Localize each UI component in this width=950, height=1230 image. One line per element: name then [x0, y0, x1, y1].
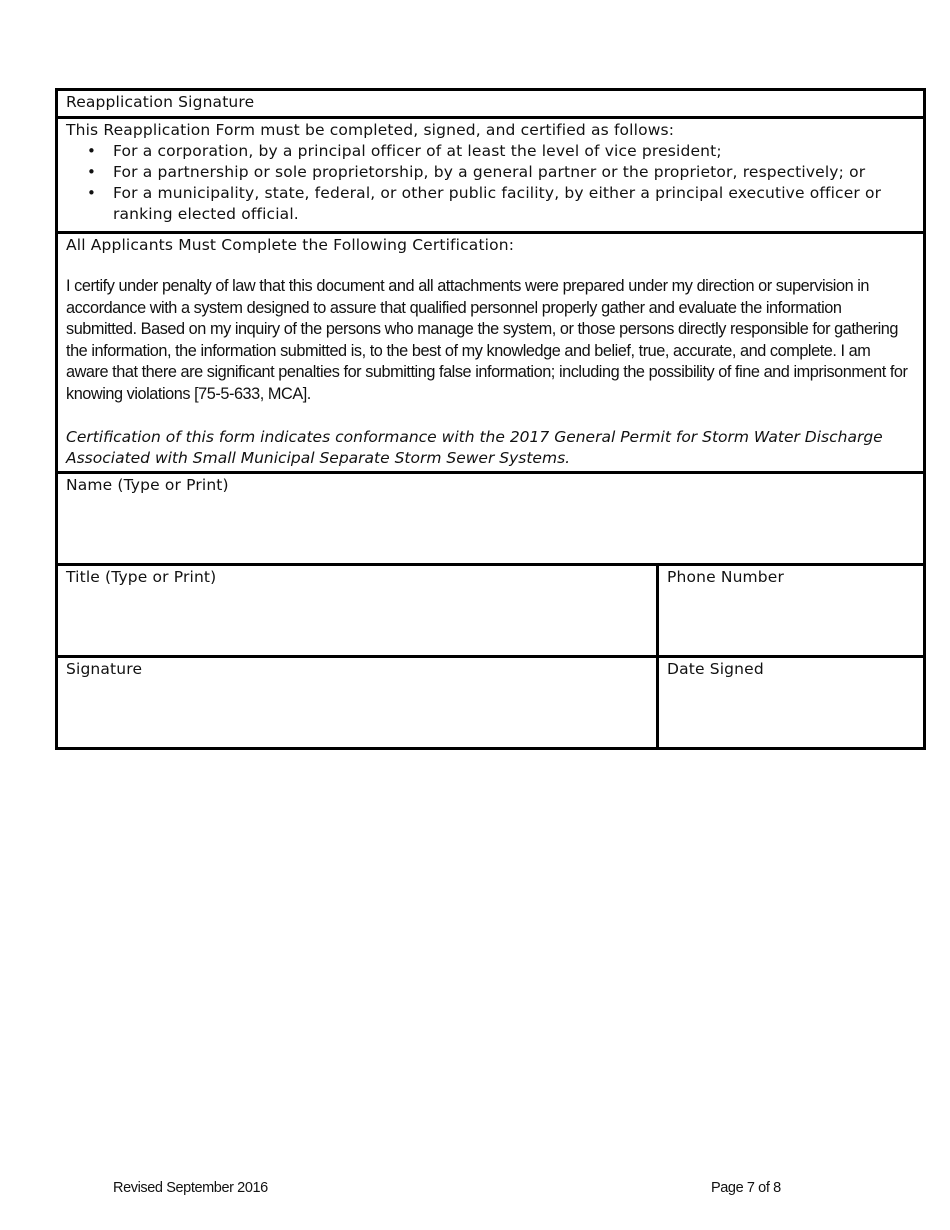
- certification-cell: [57, 233, 925, 473]
- title-label: Title (Type or Print): [66, 568, 217, 586]
- list-item: • For a municipality, state, federal, or other public facility, by either a principal executive officer or ranking elected official.: [113, 183, 915, 225]
- instructions-cell: [57, 118, 925, 233]
- phone-label: Phone Number: [667, 568, 785, 586]
- signature-field[interactable]: [57, 657, 658, 749]
- date-signed-field[interactable]: [658, 657, 925, 749]
- title-field[interactable]: [57, 565, 658, 657]
- list-item: • For a partnership or sole proprietorship, by a general partner or the proprietor, respectively; or: [113, 162, 915, 183]
- footer-page-number: Page 7 of 8: [711, 1180, 781, 1196]
- list-item: • For a corporation, by a principal officer of at least the level of vice president;: [113, 141, 915, 162]
- certification-heading: All Applicants Must Complete the Following Certification:: [66, 236, 515, 254]
- name-field[interactable]: [57, 473, 925, 565]
- certification-text: I certify under penalty of law that this document and all attachments were prepared under my direction or supervision in accordance with a system designed to assure that qualified personnel properly gather and evaluate the information submitted. Based on my inquiry of the persons who manage the system, or those persons directly responsible for gathering the information, the information submitted is, to the best of my knowledge and belief, true, accurate, and complete. I am aware that there are significant penalties for submitting false information; including the possibility of fine and imprisonment for knowing violations [75-5-633, MCA].: [66, 277, 908, 403]
- instructions-list: [66, 141, 915, 225]
- certification-note: Certification of this form indicates conformance with the 2017 General Permit for Storm Water Discharge Associated with Small Municipal Separate Storm Sewer Systems.: [66, 428, 883, 467]
- section-title-cell: [57, 90, 925, 118]
- reapplication-signature-form: [55, 88, 926, 750]
- name-label: Name (Type or Print): [66, 476, 229, 494]
- footer-revised-date: Revised September 2016: [113, 1180, 268, 1196]
- phone-field[interactable]: [658, 565, 925, 657]
- instructions-intro: This Reapplication Form must be completed, signed, and certified as follows:: [66, 121, 675, 139]
- date-signed-label: Date Signed: [667, 660, 764, 678]
- section-title: Reapplication Signature: [66, 93, 255, 111]
- signature-label: Signature: [66, 660, 143, 678]
